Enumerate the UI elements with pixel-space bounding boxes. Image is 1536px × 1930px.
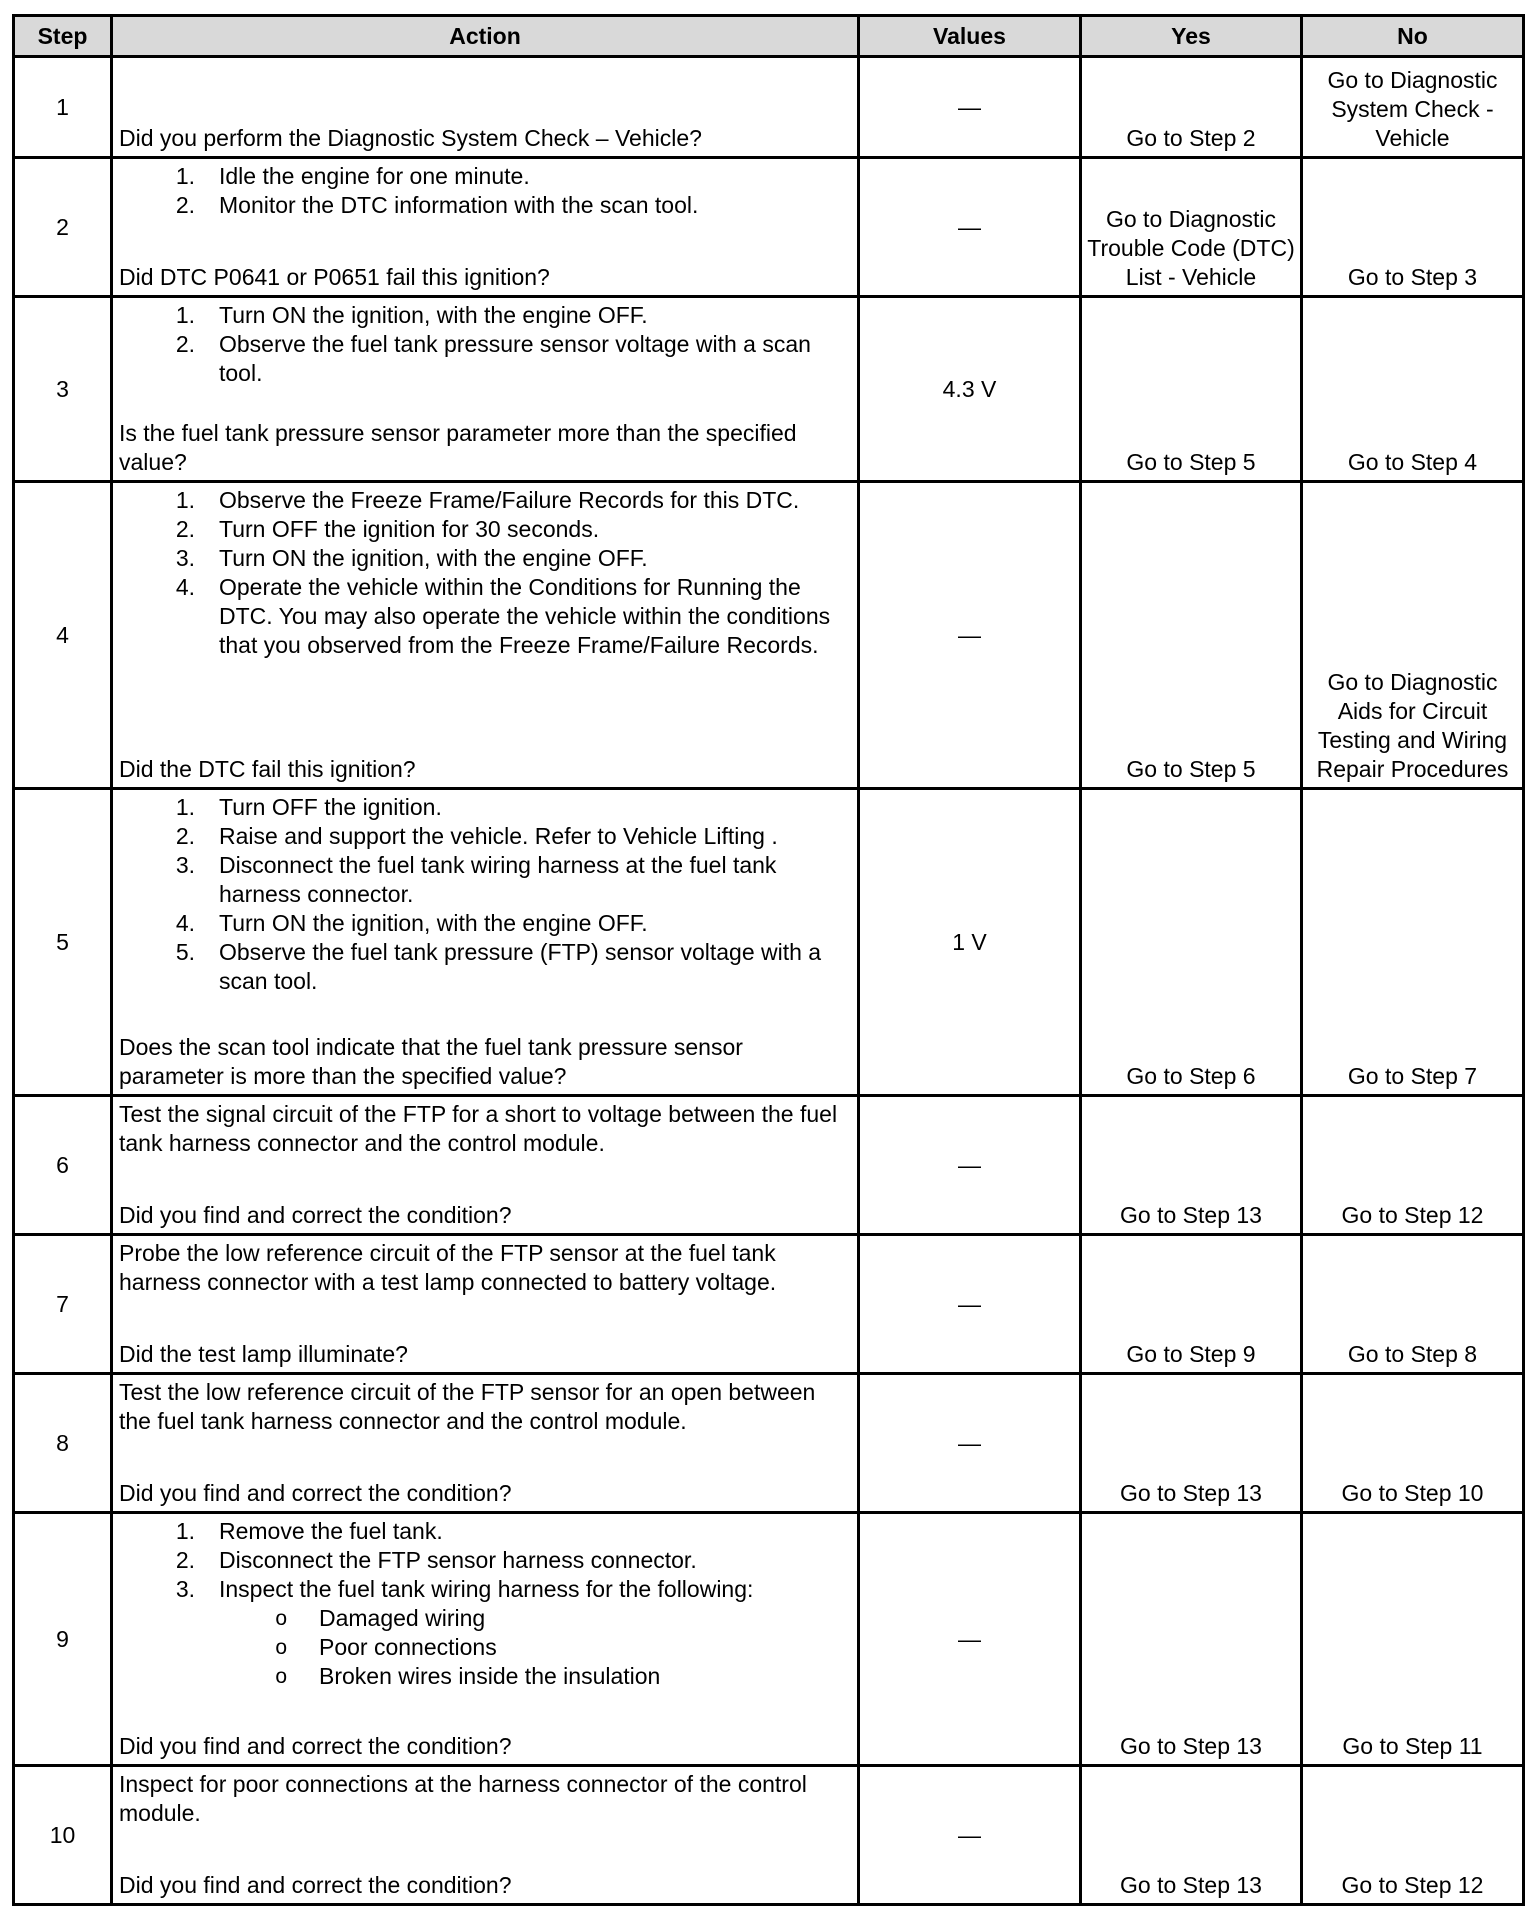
- table-row: [14, 1374, 1524, 1513]
- list-item-text: [219, 909, 851, 938]
- value-cell: —: [859, 57, 1081, 158]
- list-item-label: Idle the engine for one minute.: [219, 163, 530, 189]
- list-item: [119, 1546, 851, 1575]
- list-item-text: [219, 793, 851, 822]
- list-item-number: 1.: [175, 794, 195, 820]
- no-cell: Go to Step 12: [1302, 1766, 1524, 1905]
- list-item-label: Observe the fuel tank pressure (FTP) sensor voltage with a scan tool.: [219, 939, 822, 994]
- list-item-text: [219, 573, 851, 660]
- action-content: [119, 162, 851, 292]
- header-no: No: [1302, 16, 1524, 57]
- action-cell: [112, 789, 859, 1096]
- no-cell: Go to Diagnostic Aids for Circuit Testing and Wiring Repair Procedures: [1302, 482, 1524, 789]
- action-content: [119, 793, 851, 1091]
- table-row: [14, 482, 1524, 789]
- list-item-label: Turn ON the ignition, with the engine OFF.: [219, 302, 648, 328]
- list-item-text: [219, 544, 851, 573]
- step-number: 9: [14, 1513, 112, 1766]
- list-item-number: 2.: [175, 823, 195, 849]
- list-item-number: 2.: [175, 192, 195, 218]
- bullet-icon: o: [275, 1636, 287, 1659]
- list-item-label: Raise and support the vehicle. Refer to Vehicle Lifting .: [219, 823, 778, 849]
- action-cell: [112, 1096, 859, 1235]
- list-item-label: Disconnect the FTP sensor harness connector.: [219, 1547, 697, 1573]
- action-content: [119, 1770, 851, 1900]
- yes-cell: Go to Step 13: [1081, 1513, 1302, 1766]
- list-item-label: Turn OFF the ignition.: [219, 794, 442, 820]
- list-item: [119, 330, 851, 388]
- list-item-number: 1.: [175, 1518, 195, 1544]
- sub-bullet-item: [119, 1604, 851, 1633]
- list-item-text: [219, 162, 851, 191]
- action-cell: [112, 1513, 859, 1766]
- list-item-number: 1.: [175, 302, 195, 328]
- list-item-text: [219, 330, 851, 388]
- yes-cell: Go to Step 5: [1081, 297, 1302, 482]
- list-item-number: 1.: [175, 163, 195, 189]
- list-item: [119, 851, 851, 909]
- table-row: [14, 57, 1524, 158]
- list-item-label: Monitor the DTC information with the scan tool.: [219, 192, 699, 218]
- list-item-number: 3.: [175, 545, 195, 571]
- list-item-text: [219, 1546, 851, 1575]
- step-number: 3: [14, 297, 112, 482]
- action-steps-list: [119, 486, 851, 660]
- sub-bullet-list: [119, 1604, 851, 1691]
- sub-bullet-item: [119, 1662, 851, 1691]
- yes-cell: Go to Step 2: [1081, 57, 1302, 158]
- list-item-text: [219, 822, 851, 851]
- list-item-text: [219, 851, 851, 909]
- step-number: 6: [14, 1096, 112, 1235]
- sub-bullet-text: Broken wires inside the insulation: [319, 1663, 661, 1689]
- step-number: 8: [14, 1374, 112, 1513]
- value-cell: —: [859, 1235, 1081, 1374]
- list-item: [119, 191, 851, 220]
- action-instructions: [119, 1239, 851, 1297]
- table-row: [14, 158, 1524, 297]
- bullet-icon: o: [275, 1665, 287, 1688]
- list-item-label: Observe the Freeze Frame/Failure Records for this DTC.: [219, 487, 800, 513]
- action-instructions: [119, 793, 851, 996]
- list-item-label: Inspect the fuel tank wiring harness for the following:: [219, 1576, 754, 1602]
- list-item-number: 5.: [175, 939, 195, 965]
- list-item-label: Turn OFF the ignition for 30 seconds.: [219, 516, 600, 542]
- step-number: 7: [14, 1235, 112, 1374]
- value-cell: —: [859, 1513, 1081, 1766]
- action-cell: [112, 158, 859, 297]
- action-cell: [112, 1235, 859, 1374]
- action-cell: [112, 482, 859, 789]
- action-instructions: [119, 162, 851, 220]
- header-step: Step: [14, 16, 112, 57]
- action-question: Is the fuel tank pressure sensor parameter more than the specified value?: [119, 420, 797, 475]
- value-cell: —: [859, 482, 1081, 789]
- table-row: [14, 789, 1524, 1096]
- step-number: 5: [14, 789, 112, 1096]
- action-steps-list: [119, 162, 851, 220]
- list-item-number: 3.: [175, 1576, 195, 1602]
- no-cell: Go to Step 8: [1302, 1235, 1524, 1374]
- table-row: [14, 1513, 1524, 1766]
- action-steps-list: [119, 793, 851, 996]
- action-cell: [112, 57, 859, 158]
- sub-bullet-item: [119, 1633, 851, 1662]
- action-content: [119, 486, 851, 784]
- list-item-label: Operate the vehicle within the Conditions for Running the DTC. You may also operate the vehicle within the conditions that you observed from the Freeze Frame/Failure Records.: [219, 574, 831, 658]
- list-item-label: Turn ON the ignition, with the engine OFF.: [219, 545, 648, 571]
- action-instructions: [119, 1517, 851, 1691]
- action-question: Did you find and correct the condition?: [119, 1480, 512, 1506]
- value-cell: —: [859, 1766, 1081, 1905]
- no-cell: Go to Step 4: [1302, 297, 1524, 482]
- action-question: Did you find and correct the condition?: [119, 1733, 512, 1759]
- list-item: [119, 909, 851, 938]
- action-question: Did you perform the Diagnostic System Check – Vehicle?: [119, 125, 702, 151]
- list-item-number: 2.: [175, 331, 195, 357]
- step-number: 1: [14, 57, 112, 158]
- list-item-text: [219, 1575, 851, 1691]
- list-item: [119, 515, 851, 544]
- action-content: [119, 61, 851, 153]
- bullet-icon: o: [275, 1607, 287, 1630]
- action-content: [119, 1378, 851, 1508]
- list-item-number: 4.: [175, 574, 195, 600]
- action-instructions: [119, 486, 851, 660]
- list-item-text: [219, 486, 851, 515]
- action-question: Does the scan tool indicate that the fuel tank pressure sensor parameter is more than the specified value?: [119, 1034, 743, 1089]
- no-cell: Go to Diagnostic System Check - Vehicle: [1302, 57, 1524, 158]
- sub-bullet-text: Poor connections: [319, 1634, 497, 1660]
- action-intro: Test the signal circuit of the FTP for a short to voltage between the fuel tank harness connector and the control module.: [119, 1101, 838, 1156]
- value-cell: —: [859, 1374, 1081, 1513]
- header-action: Action: [112, 16, 859, 57]
- list-item-text: [219, 938, 851, 996]
- list-item: [119, 162, 851, 191]
- action-cell: [112, 1766, 859, 1905]
- table-row: [14, 297, 1524, 482]
- list-item-text: [219, 1517, 851, 1546]
- action-cell: [112, 297, 859, 482]
- action-steps-list: [119, 301, 851, 388]
- action-question: Did you find and correct the condition?: [119, 1872, 512, 1898]
- action-intro: Test the low reference circuit of the FTP sensor for an open between the fuel tank harness connector and the control module.: [119, 1379, 816, 1434]
- no-cell: Go to Step 7: [1302, 789, 1524, 1096]
- header-yes: Yes: [1081, 16, 1302, 57]
- yes-cell: Go to Step 13: [1081, 1374, 1302, 1513]
- value-cell: —: [859, 158, 1081, 297]
- action-instructions: [119, 301, 851, 388]
- list-item-text: [219, 191, 851, 220]
- yes-cell: Go to Step 9: [1081, 1235, 1302, 1374]
- list-item-label: Disconnect the fuel tank wiring harness at the fuel tank harness connector.: [219, 852, 777, 907]
- step-number: 4: [14, 482, 112, 789]
- no-cell: Go to Step 12: [1302, 1096, 1524, 1235]
- list-item: [119, 573, 851, 660]
- action-content: [119, 1517, 851, 1761]
- action-steps-list: [119, 1517, 851, 1691]
- list-item: [119, 544, 851, 573]
- value-cell: 1 V: [859, 789, 1081, 1096]
- yes-cell: Go to Step 13: [1081, 1766, 1302, 1905]
- list-item: [119, 938, 851, 996]
- list-item-number: 2.: [175, 516, 195, 542]
- step-number: 2: [14, 158, 112, 297]
- action-question: Did you find and correct the condition?: [119, 1202, 512, 1228]
- list-item: [119, 1517, 851, 1546]
- action-content: [119, 1100, 851, 1230]
- action-instructions: [119, 1770, 851, 1828]
- no-cell: Go to Step 10: [1302, 1374, 1524, 1513]
- list-item-number: 4.: [175, 910, 195, 936]
- list-item-text: [219, 515, 851, 544]
- action-content: [119, 1239, 851, 1369]
- yes-cell: Go to Step 6: [1081, 789, 1302, 1096]
- action-intro: Inspect for poor connections at the harness connector of the control module.: [119, 1771, 807, 1826]
- sub-bullet-text: Damaged wiring: [319, 1605, 486, 1631]
- action-question: Did the test lamp illuminate?: [119, 1341, 408, 1367]
- action-question: Did the DTC fail this ignition?: [119, 756, 416, 782]
- yes-cell: Go to Diagnostic Trouble Code (DTC) List - Vehicle: [1081, 158, 1302, 297]
- action-instructions: [119, 1100, 851, 1158]
- table-body: [14, 57, 1524, 1905]
- action-instructions: [119, 1378, 851, 1436]
- value-cell: 4.3 V: [859, 297, 1081, 482]
- action-cell: [112, 1374, 859, 1513]
- list-item-number: 3.: [175, 852, 195, 878]
- list-item: [119, 822, 851, 851]
- table-row: [14, 1096, 1524, 1235]
- list-item: [119, 793, 851, 822]
- action-content: [119, 301, 851, 477]
- header-values: Values: [859, 16, 1081, 57]
- no-cell: Go to Step 3: [1302, 158, 1524, 297]
- action-question: Did DTC P0641 or P0651 fail this ignition?: [119, 264, 550, 290]
- list-item-text: [219, 301, 851, 330]
- step-number: 10: [14, 1766, 112, 1905]
- list-item-label: Observe the fuel tank pressure sensor voltage with a scan tool.: [219, 331, 811, 386]
- list-item: [119, 486, 851, 515]
- list-item-label: Remove the fuel tank.: [219, 1518, 443, 1544]
- header-row: [14, 16, 1524, 57]
- list-item: [119, 1575, 851, 1691]
- list-item-number: 1.: [175, 487, 195, 513]
- yes-cell: Go to Step 5: [1081, 482, 1302, 789]
- action-intro: Probe the low reference circuit of the FTP sensor at the fuel tank harness connector with a test lamp connected to battery voltage.: [119, 1240, 777, 1295]
- diagnostic-table: [12, 14, 1525, 1906]
- value-cell: —: [859, 1096, 1081, 1235]
- table-row: [14, 1766, 1524, 1905]
- no-cell: Go to Step 11: [1302, 1513, 1524, 1766]
- list-item-number: 2.: [175, 1547, 195, 1573]
- list-item-label: Turn ON the ignition, with the engine OFF.: [219, 910, 648, 936]
- list-item: [119, 301, 851, 330]
- yes-cell: Go to Step 13: [1081, 1096, 1302, 1235]
- table-row: [14, 1235, 1524, 1374]
